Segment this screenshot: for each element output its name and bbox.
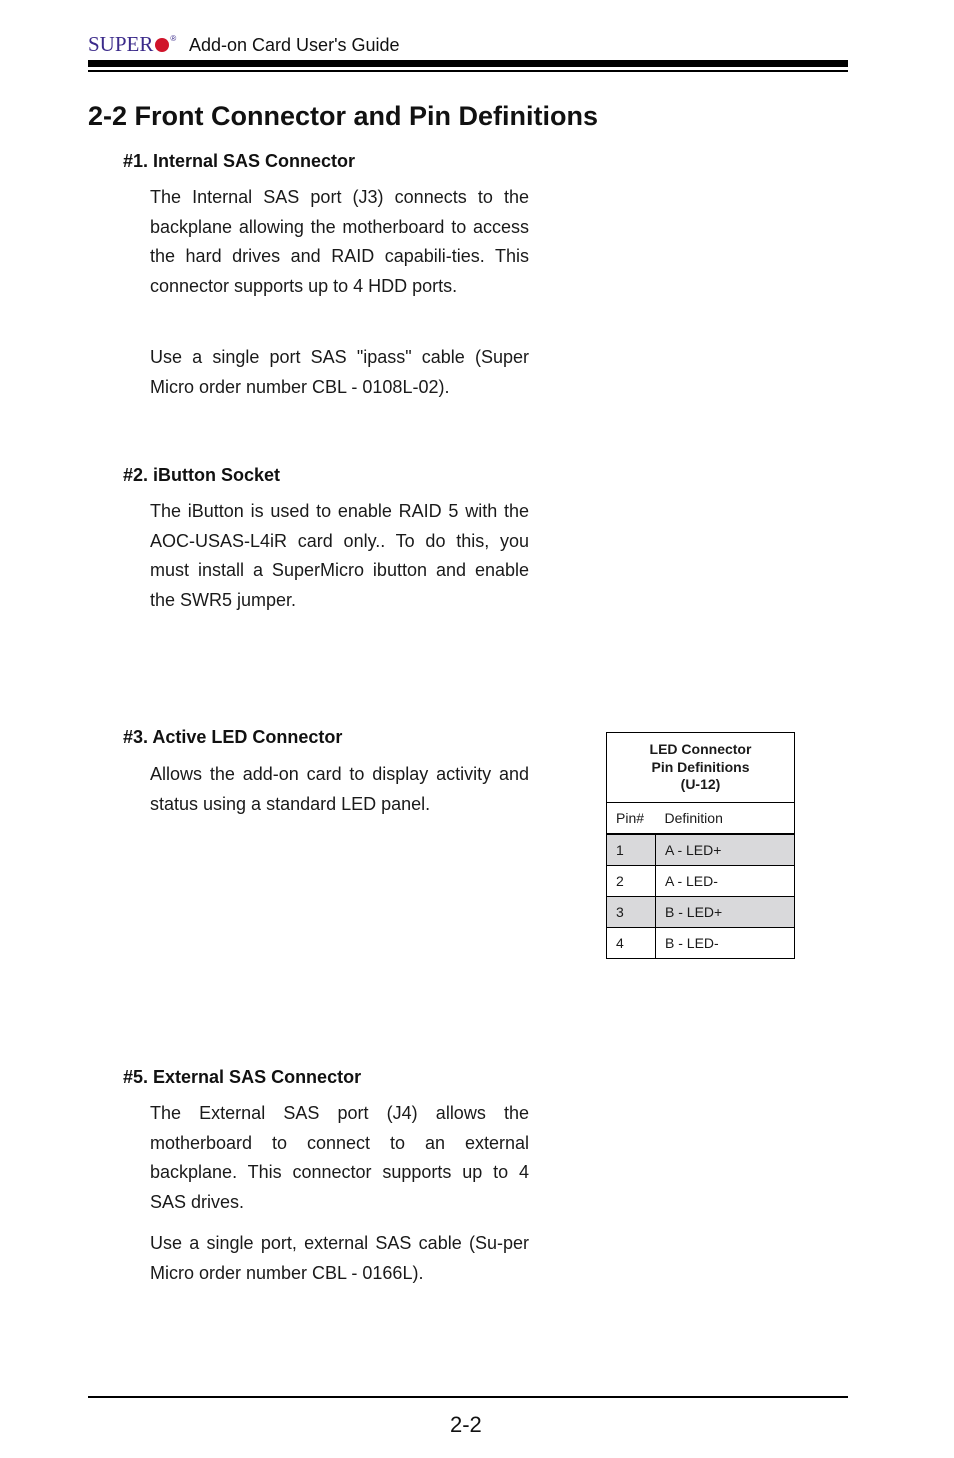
logo-registered-mark: ® [170,33,177,43]
paragraph-internal-sas-2: Use a single port SAS "ipass" cable (Super Micro order number CBL - 0108L-02). [150,347,529,397]
definition-cell: A - LED- [656,865,795,896]
pin-cell: 4 [607,927,656,958]
pin-cell: 2 [607,865,656,896]
led-table-caption-line3: (U-12) [680,776,721,792]
heading-internal-sas: #1. Internal SAS Connector [123,151,356,171]
table-row [607,834,795,866]
paragraph-active-led: Allows the add-on card to display activity and status using a standard LED panel. [150,764,529,814]
table-row [607,865,795,896]
led-table-col-pin: Pin# [607,802,656,834]
heading-external-sas: #5. External SAS Connector [123,1067,362,1087]
section-title: 2-2 Front Connector and Pin Definitions [88,101,599,131]
paragraph-ibutton: The iButton is used to enable RAID 5 with the AOC-USAS-L4iR card only.. To do this, you must install a SuperMicro ibutton and enable the SWR5 jumper. [150,501,529,610]
logo-text: SUPER [88,32,154,56]
definition-cell: A - LED+ [656,834,795,866]
page-header [88,30,848,74]
supermicro-logo [88,32,176,56]
header-rule-thick [88,60,848,67]
definition-cell: B - LED+ [656,896,795,927]
page-number: 2-2 [450,1412,482,1437]
led-table-col-definition: Definition [656,802,795,834]
header-title: Add-on Card User's Guide [189,35,400,55]
table-row [607,927,795,958]
led-pin-table [606,732,795,959]
footer-rule [88,1396,848,1398]
pin-cell: 3 [607,896,656,927]
led-table-header-row [607,802,795,834]
table-row [607,896,795,927]
pin-cell: 1 [607,834,656,866]
led-table-caption-line2: Pin Definitions [651,758,750,775]
heading-active-led: #3. Active LED Connector [123,727,343,747]
definition-cell: B - LED- [656,927,795,958]
logo-dot-icon [155,38,169,52]
heading-ibutton: #2. iButton Socket [123,465,281,485]
led-table-caption-line1: LED Connector [649,741,752,757]
paragraph-internal-sas-1: The Internal SAS port (J3) connects to the backplane allowing the motherboard to access the hard drives and RAID capabili-ties. This connector supports up to 4 HDD ports. [150,187,529,296]
header-rule-thin [88,70,848,72]
paragraph-external-sas-2: Use a single port, external SAS cable (Su-per Micro order number CBL - 0166L). [150,1233,529,1283]
led-table-caption [607,733,795,803]
paragraph-external-sas-1: The External SAS port (J4) allows the motherboard to connect to an external backplane. This connector supports up to 4 SAS drives. [150,1103,529,1212]
